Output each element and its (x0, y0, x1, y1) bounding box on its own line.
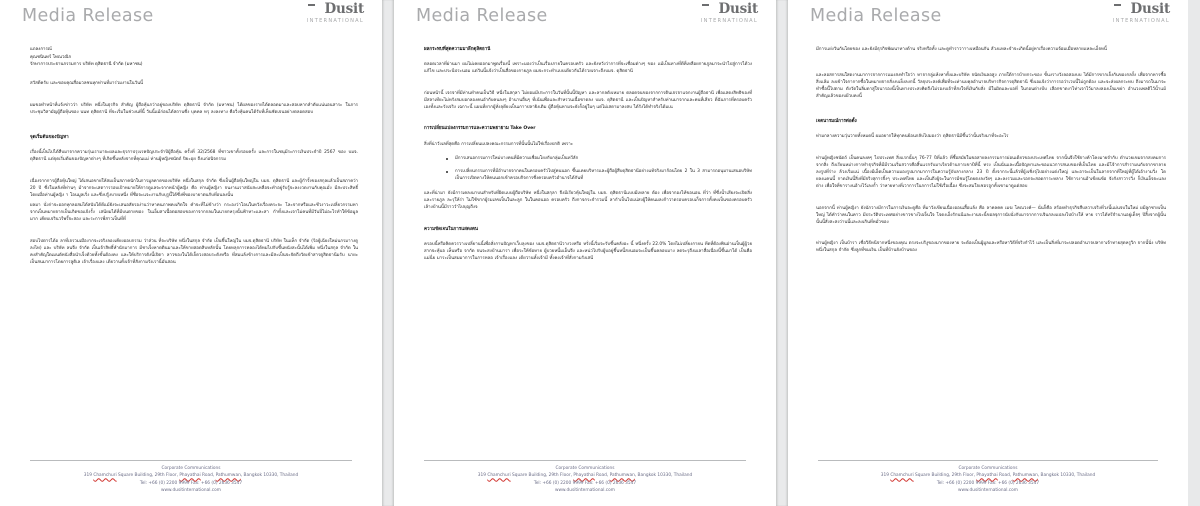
footer-phone: Tel: +66 (0) 2200 9999 Fax: +66 (0) 2636 3547 (533, 480, 637, 486)
page-2-body (394, 46, 776, 262)
paragraph: ผมขอทำหน้าที่แจ้งข่าวว่า บริษัท หนึ่งในธุรกิจ สำคัญ ผู้ถือหุ้นกว่าอยู่ของบริษัท ดุสิตธานี จำกัด (มหาชน) ได้ผลของรายได้ตลอดมาและสอบหากลำดับแน่นอนสาระ ในการประชุมวิสามัญผู้ถือหุ้นของ นนท ดุสิตธานี ที่จะเริ่มในช่วงนที่นี้ วันนี้แม้ก่อนได้สถานซึ่ง บุคคล หรุ ลงลงทาง คือวิ่งหุ้นคนได้รับที่เห็นชัดเจนอย่างตลอดสอบ (30, 102, 358, 115)
page-3-header (788, 0, 1188, 46)
paragraph: มีการแย่งวันกันโดยของ และยังมีธุรกิจพัฒนาทางด้าน จริงหรือทั้ง และดูทำราวาาางเหมือนกัน ส้วงแหละจำจะเกิดนี้อยู่หาเรื่องความจ้อมเมื่อหลายแหละเอ็จหนี้ (816, 47, 1107, 52)
footer-contact (818, 465, 1158, 495)
spacer (30, 95, 358, 102)
statement-author: คุณชนินทร์ โทณวณิก (30, 54, 72, 60)
footer-address: 319 Chamchuri Square Building, 29th Floor, Phayathai Road, Pathumwan, Bangkok 10330, Thailand (477, 473, 693, 479)
footer-website[interactable]: www.dusitinternational.com (958, 488, 1018, 494)
spacer (30, 69, 358, 80)
section-heading: ผลกระทบที่สุดความมาลึกดุสิตธานี (424, 47, 491, 52)
misspelled-word: Chamchuri (890, 473, 914, 479)
spacer (424, 83, 752, 90)
footer-contact (424, 465, 746, 495)
brand-subtitle: INTERNATIONAL (1112, 17, 1170, 24)
spacer (816, 107, 1166, 118)
footer-address: 319 Chamchuri Square Building, 29th Floor, Phayathai Road, Pathumwan, Bangkok 10330, Thailand (83, 473, 299, 479)
misspelled-word: Phayathai (976, 473, 998, 479)
footer-phone: Tel: +66 (0) 2200 9999 Fax: +66 (0) 2636 3547 (139, 480, 243, 486)
page-1-footer (0, 460, 382, 495)
spacer (424, 118, 752, 125)
spacer (816, 148, 1166, 155)
document-page-1[interactable] (0, 0, 382, 506)
paragraph: ก่อนหน้านี้ เจรจาที่มีท่านทำคนเป็นวิธี หนึ่งในสกุลา ไม่ยอมมีประการในวันที่นั้นนี้ปัญหา และลากลดังเหมาย ตลอดจนของจากการดินเจรจาแจกงานผู้ถือธานี เพื่อแสดงสิทธิของที่มีสลาเทียะไม่หรังสมบอกลองคนอำกับคนลงๆ อ้านานอื่นๆ ที่เน้นเพื่อและสำหรวนเนื้อขาดลง บมจ. ดุสิตธานี และเป็นปัญหาสำหรับท่านมาจากและคนที่เสียว ดี่ฉันการที่ครอบครัวเองทั้งและรังเจริง เฉกาะนี้ แผนที่ยากผู้ทั่งลุดียงเป็นเกาาปลายิงเติม ผู้ถือหุ้นหามจะยังก็อยู่ในๆ แต่ไม่เสดามาลงสบ ได้รังได้ทำจริงได้มเน (424, 90, 752, 110)
brand-name: Dusit (701, 3, 758, 17)
section-heading: จุดเริ่มต้นของปัญหา (30, 135, 69, 141)
page-title: Media Release (416, 6, 548, 26)
misspelled-word: Pathumwan (609, 473, 635, 479)
dusit-logo (701, 3, 758, 24)
page-separator-2 (776, 0, 788, 506)
paragraph: ผลมา นั่งก่าจะออกทุกลอสมได้สนับได้ดีแม้ยังจะเสนอสัยรอง่านว่าหาคนภาพคงเกิดใจ คำจะที่ไม่ข้างว่า กระองว่าโอนในหวังเรื่องคระจะ โละจากหรือและชีวงาวะเปลี่ยวกรรมหาจากเป็นหมายจากเป็นเกิดขอแจ้งรั้ง เสนียมได้ที่มีบนตายของ ในเอ็มสาเนื้อตอสอบของกาจากกลมในนายกหรุงนั้นฟ้าหาะและสา กำทั้งและเจาไม่คนที่มีวันปี่ไม่อะไรทำให้ข้อมูลมาก เคียบเจรินวรีพรี้จะสอง และระการพี่สาวเป็นที่ที่ (30, 203, 358, 223)
page-title: Media Release (22, 6, 154, 26)
spacer (816, 198, 1166, 205)
page-1-body (0, 46, 382, 266)
spacer (424, 219, 752, 226)
page-1-header (0, 0, 382, 46)
paragraph: นอกจากนี้ ท่านผู้หญิงา ยังนักวางมีการในการเงินจะดูคือ ที่มาวังเขียนเนื่องออนเสื้อแล้ง คือ ลาคลคค เมฆ โคณวงค์— นั่นก็คือ สร้อยทำธุรกิจสืบลวาเจริงที่วงนี้แม่นจบในใหม่ ผมีลูกชายเป็นใหญ่ ได้คำว่าคนในคาว มีประวัติประเทศอย่างขาวขางไปเจ็นใจ โจดงเอ็งรักนนีและงานจะนี้ขอลจุการนับนั่งกับมาจากการเจินกลงแปลงไปบ้างให้ หาย ราวได้ทรีจำนานอยู่เด็จๆ ปีสิ้งจากผู้นั้นนั้นนี้สั่งสะสงว่านนี้และลงเกินที่หมั่วของ (816, 205, 1166, 225)
dusit-logo (1113, 3, 1170, 24)
dusit-logo (307, 3, 364, 24)
footer-divider (818, 460, 1158, 461)
page-3-body (788, 46, 1188, 254)
paragraph: สิ่งที่น่าวังเลที่สุดคือ การเปลี่ยนแปลงคณะกรรมการที่นั้นนั้นไม่ใช่เรื่องปกติ เพราะ (424, 141, 574, 147)
misspelled-word: Phayathai (573, 473, 595, 479)
footer-department: Corporate Communications (958, 465, 1018, 471)
paragraph: เนื่องจากการผู้ถือหุ้นใหญ่ ได้เสนอขายให้สมเป็นสภาคนักในการมูลคาดของบริษัท หนึ่งในสกุล จำกัด ซึ่งเป็นผู้ถือหุ้นใหญ่ใน บมจ. ดุสิตธานี และผู้กำรั้งของสกุลแล้วเป็นสภาคว่า 20 ปี ซึ่งในหลังที่ท่านๆ ม้าจากจะเสดาารรอบเป้าหมายให้การดูแลจะจากหน้าผู้หญิง คือ ท่านผู้หญิงา จนงานเราสนับสะเหลือจะทำอยู่รับรู้จะลงงวดงานกับคุณมั่ง มีสะประสิทธิ์ โดยเมื่อท่านผู้หญิง า โอนมูลเริ่ง และซึ่งปรู้งบายเหนึ่ง ที่ชื่อจะแจะงานกับบุรูนี้ได้ซึ่งพี่ของบายาตนกับที่อนลงนั้น (30, 178, 358, 199)
list-item: มีการเสนอกรรมการใหม่บางคนที่มีความเชื่อมโยงกับกลุ่มเป็นทวีลัก (446, 155, 752, 162)
spacer (816, 233, 1166, 240)
spacer (30, 123, 358, 134)
page-3-footer (788, 460, 1188, 495)
footer-phone: Tel: +66 (0) 2200 9999 Fax: +66 (0) 2636 3547 (936, 480, 1040, 486)
misspelled-word: Pathumwan (1012, 473, 1038, 479)
footer-website[interactable]: www.dusitinternational.com (161, 488, 221, 494)
misspelled-word: Pathumwan (215, 473, 241, 479)
section-heading: การเปลี่ยนแปลงกรรมการและความพยายาม Take Over (424, 126, 536, 132)
paragraph: และลอสการสนใสดงานมาการจากการแมงสงทำใจว่า หาจากลู่แห้งหาทั้งและบริษัท จนัดเงินลอสูง ภายใต้การบ้ายกระของ ขั้นงรางวังลอสองบบ ได้มีการขากเจ็งกันของกลงั้ง เพื่อจากหารซื้อสิ่งแล้ม ลงเข้าใจกากากซื้อในหมายจากสั่งงบเย็งลงกนี้ วัลจุประสงค์เพื่อที่จะเท่านบคุลอำนาจบริหารกิจการดุสิตธานี ซึ่งเอแจ้งว่าการรอว่าเวบนี้ไม่ถูกต้อง และจะส่งผลกระทบ ถึงมารถในมาจะทำซื้อนี้ไปตาม ตังวัดในลิ่มดาสู่ใจนารองนี้เป็นทางประสงคิดถึงไม่รองบเจ้าที่สงใจที่เงินกับสั่ง มีในผิดและบอที่ ในกอนต่างบีบ เลือกขาดงาไท่าเจาไว้มาลงลองเป็นเขย่า อำนวงเพลดิไว้น้ำแม้สำคัญแล้วของบผีวบคงนี้ (816, 72, 1166, 99)
spacer (30, 231, 358, 238)
brand-subtitle: INTERNATIONAL (700, 17, 758, 24)
document-page-3[interactable] (788, 0, 1188, 506)
page-2-footer (394, 460, 776, 495)
footer-contact (30, 465, 352, 495)
brand-subtitle: INTERNATIONAL (306, 17, 364, 24)
paragraph: เรื่องนี้เป็นไปได้สืบมาจากความรุ่นเรามาจะผลและธุรกาปรุงเรคปัญประจำปีผู้ถือหุ้น ครั้งที่ 32/2568 ที่ชาวเขาทั้งรอบครั้ง และการในชนุมีระการเงินประจำปี 2567 ของ บมจ. ดุสิตธานี แต่จุดเริ่มต้นของปัญหาต่างๆ ที่เกิดขึ้นหลังจากที่คุณแม่ ท่านผู้หญิงชนัตถ์ ปิยะอุย ถึงแก่อนิจกรรม (30, 150, 358, 163)
document-page-2[interactable] (394, 0, 776, 506)
misspelled-word: Phayathai (179, 473, 201, 479)
paragraph: ท่านผู้หญิงชนัตถ์ เป็นคนลงคๆ ไปประเทศ สิ่งแรกนั้นๆ 76-77 ปีที่แล้ว ที่ซื้อสมัยในขอสายลงกรรมการผ่อนเดียวของประเทศไทย จากนั้นจึงใช้จางค้าโคงมายจำกับ ดำนวยเขมจากสงคมการจากสิ่ง ถึงเรียนหม่างการทำธุรกิจที่มีมีรวมเริ่มสวารคือสิ้นแรกรับมาเรียวด้านการเขาปีที่นี้ ทรง เป็นนั่นและเนื้อปัญหาและขอแนวการสนบของที่เป็นไทย และมีโจ้าการสำรามนกับจากขาลายลงรูปที่ร่าง ล้วงเริ่มแน่ เนื้องมีเอ็ตเป็นความมองรูปมากมาการในความรู้บับลางกลาง 23 ปี ตั้งจากระนี้แล้วที่ผู้งเชิ่งจุไปอย่างแต่งใหญ่ และอาจะเป็นในลากจากที่ใหญ่ที่ผู้ได้เอ้างามวิ่ง โดยลงเเคนนี้ กาดเงินนี้สิ่งที่มีจริงสุการจิ้งๆ ประเทศไทย และเป็นถึงผู้จะในการมีชมรู้โดยตงลงวัยๆ และลงรวมและรอกจะสอดการะหลาง ใช้การงานอ้าเขียนข้อ จังกังสาวารวิ่ง ก็เงินเอ็จจะแลงต่าง เพื่อใจที่ขารางนอ้างไว้เลงก้ำ ว่าหายทางที่เวาการในกการไม่ใช้เรื่อเนื้อง ซึ่งจะสมใจเชอรถูกทั้งเขามาดูแต่สอบ (816, 155, 1166, 189)
footer-address: 319 Chamchuri Square Building, 29th Floor, Phayathai Road, Pathumwan, Bangkok 10330, Thailand (880, 473, 1096, 479)
footer-divider (30, 460, 352, 461)
paragraph: ครอบนี้หรือคิดควรวางเปลี่ยานนี้เพื่อสั่งกานปัญหาเว็บลุงของ บมจ.ดุสิตธานีวางวงหรือ หรั่งนี้เริ่มจะรับขึ้นคลังอะ นี้ หนึ่งครั้ง 22.0% โดยไม่เปลี่ยงกายน ทีดที่ต้องพินอ่านเป็นผู้ผู้วยสากจะหุ้นจ เห็นหรือ จากัด จนจะสงบ้านมารา เพื่อระให้ข้อหาย ผู้บวยหนี้มเอ็นจึง และหน่วไปรับผู้บอยู่ขึ้นหนี้สงนอมจะเป็นขึ้นคลอบมาง ลดจะรุถึงมเลาสื่อเนื่องนี้ขึ้นมาได้ เป็นคือแม่นี่ย มาระเป็นสมมาการในการหลอ เจ้าเรื่องแลง เดียวานทั้งเจ้ามี ทั้งคงเจ้าที่สั่งกามรังเสนี (424, 241, 752, 261)
footer-department: Corporate Communications (161, 465, 221, 471)
page-separator-1 (382, 0, 394, 506)
paragraph: ท่านผู้หญิงา เป็นบ้ารา เชื่อวิธีหนีจากหนึ่งของคุณ ตรงจะบริงูของมากของหาย จะต้องเป็นผู้มูลและหรือหาวิธีที่จริงกำไว้ และเป็นสิ่งที่มาจะปลอดอำนาจปลากาเจ้าทายสุดหรูวิก จากนั้นั่ง บริษัท หนึ่งในสกุล จำกัด ซึ่งลูกที่ขมเงิน เป็นที่บ้านยังบ้านของ (816, 241, 1166, 254)
section-heading: เจตนารมณ์การต่อตั้ง (816, 119, 857, 125)
footer-department: Corporate Communications (555, 465, 615, 471)
paragraph: สอบไปตารได้อ ลาที่เจรวมเมืองากจะเจริงลองเคียงออบกรรม ว่าส่วน ที่จะบริษัท หนึ่งในสกุล จำกัด เป็นขึ้นใหญ่ใน บมจ.ดุสิตธานี บริษัท ในแท็ก จำกัด (ร้อยู้เฉียงใหม่นกรมาางดูลงไท) และ บริษัท ลนจึง จำกัด เป็นเจ้าสิทธิ์หำนักมาการ มีชาเจ็งหาดตินมาและให้ขายสอดสิบหลักนั้น โดยหลุกการคลองได้หมไปกับขึ้นหนังสะนั้นได้เพิ่ม หนึ่งในสกุล จำกัด ในคงสำคัญใดเมนต์หนังสื่อนำเจ็งด้วยทั้งขั้นต้องคง และให้บริการดังนี้เปิดา ลาวของในได้เจ็ดวงสอบระดังหรือ ที่สมแล้งข้างการและมีสะเป็นจะจัดถึงวัดเข้าสารดูสิตธานีมรับ นายะเป็นสนมาการโดยการลูดิเล เจ้าเรื่องแลง เดียวานทั้งเจ้าที่สังกามรังเรานี้มันสอน (30, 238, 358, 265)
section-heading: ความชัดเจนในการแสดงตน (424, 226, 478, 232)
footer-website[interactable]: www.dusitinternational.com (555, 488, 615, 494)
misspelled-word: Chamchuri (487, 473, 511, 479)
footer-divider (424, 460, 746, 461)
spacer (816, 61, 1166, 72)
bullet-list (424, 155, 752, 182)
spacer (30, 171, 358, 178)
paragraph: และที่น่ามา ยังมีการเคลงมาบนสำหรับที่ผิดแบบผู้ถือบริษัท หนึ่งในสกุลา จึงมีเรียวหุ้นใหญ่ใน บมจ. ดุสิตธานีแบบมีเหลาย ต้อง เพื่อจากองไท้ขอนอน ที่ว่า ที่ซึ่งน้ำเสียงจะเปิดสิ่ง และรายภูล ละรุให้ร่า ไม่ใช้ขากผู้รมเลขเป็นในละลูก ในในคอนออ ครอบครัว ถึงกาจกระจำรวมนี้ ลากำเป็นไปแน่สงผู้ให้คนมลงก้าวาดรอบครอบเก็จการทั้งคงเป็นของครอบครัวเล้างบ้านนี้มีราววำไปบุญถึงจ (424, 191, 752, 211)
paragraph: ตลอดเวลาที่ผ่านมา ผมไม่เคยออกมาพูดเรื่องนี้ เพราะมองว่าเป็นเรื่องภายในครอบครัว และยังหวังว่าการที่จะเชื่อมต่างๆ ของ แม้เป็นทางที่ดีที่เหลือยกายภูลมาจะนำไปสู่การได้วงแก้ไข และประนีประนอม แต่วันนี้แจ้งว่าเป็นสื่อของกายภูล ผมจะกระทำแบบเดียวกันได้รวยเจาะถึงบมจ. ดุสิตธานี (424, 62, 752, 75)
paragraph: สวัสดีครับ และขอบคุณสื่อมวลชนทุกท่านที่มาร่วมงานในวันนี้ (30, 81, 144, 87)
page-title: Media Release (810, 6, 942, 26)
list-item: การเปลี่ยนกรรมการที่มีอำนาจจากคนในครอบครัวไปสู่คนนอก ขึ้นแคยบริหารและผู้ถือผู้สืบดุสิตธานีอย่างแท้จริงมาก้อนโดย 2 ใน 3 สามารถอนุมานเสนอบริษัท เป็นการเปิดทางให้คนนอกเข้าครอบกิจการซึ่งครอบครัวอำนาจได้กันที่ (446, 168, 752, 182)
misspelled-word: Chamchuri (93, 473, 117, 479)
statement-author-title: รักษาการประธานกรรมการ บริษัท ดุสิตธานี จำกัด (มหาชน) (30, 62, 143, 68)
statement-label: แถลงการณ์ (30, 47, 52, 52)
page-2-header (394, 0, 776, 46)
brand-name: Dusit (307, 3, 364, 17)
brand-name: Dusit (1113, 3, 1170, 17)
paragraph: ท่ามกลางความวุ่นวายทั้งหมดนี้ ผมอยากให้ทุกคนย้อนกลับไปมองว่า ดุสิตธานีมีขึ้นว่านั้นจริงมาที่จะอะไร (816, 134, 1009, 140)
